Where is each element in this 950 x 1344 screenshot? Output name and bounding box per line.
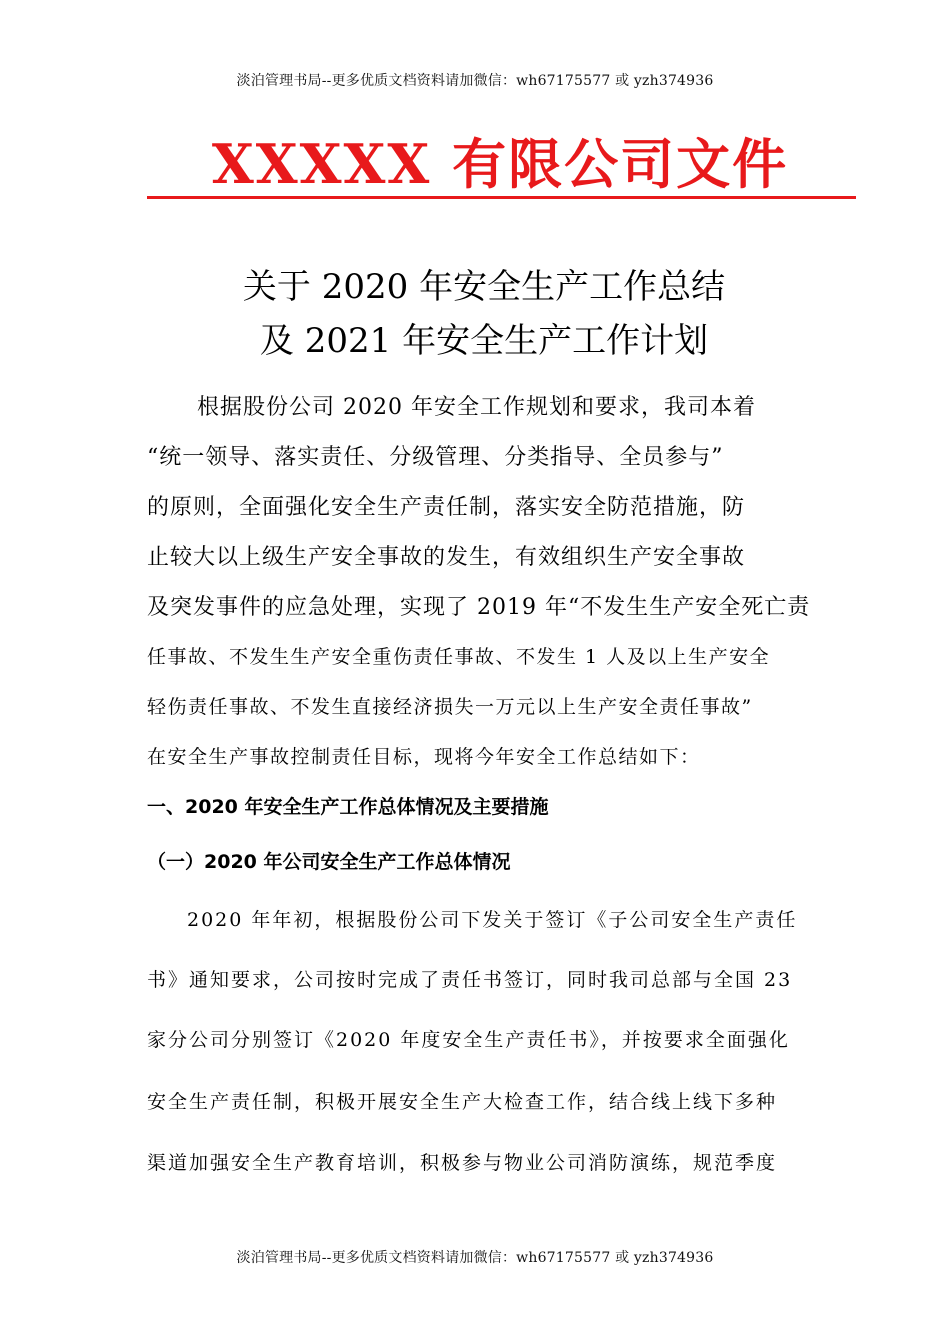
subsection-heading: （一）2020 年公司安全生产工作总体情况 <box>147 851 511 873</box>
section-heading: 一、2020 年安全生产工作总体情况及主要措施 <box>147 796 549 818</box>
letterhead-rule <box>147 196 856 199</box>
intro-line: 止较大以上级生产安全事故的发生，有效组织生产安全事故 <box>147 545 746 570</box>
intro-line: 及突发事件的应急处理，实现了 2019 年“不发生生产安全死亡责 <box>147 595 811 620</box>
document-title-line-2: 及 2021 年安全生产工作计划 <box>259 321 709 361</box>
body-line: 家分公司分别签订《2020 年度安全生产责任书》，并按要求全面强化 <box>147 1029 790 1051</box>
intro-line: 的原则，全面强化安全生产责任制，落实安全防范措施，防 <box>147 495 746 520</box>
intro-line: 根据股份公司 2020 年安全工作规划和要求，我司本着 <box>197 395 756 420</box>
body-line: 渠道加强安全生产教育培训，积极参与物业公司消防演练，规范季度 <box>147 1152 778 1174</box>
intro-line: 任事故、不发生生产安全重伤责任事故、不发生 1 人及以上生产安全 <box>147 646 771 668</box>
intro-line: 在安全生产事故控制责任目标，现将今年安全工作总结如下： <box>147 746 701 768</box>
body-line: 书》通知要求，公司按时完成了责任书签订，同时我司总部与全国 23 <box>147 969 793 991</box>
letterhead-title: XXXXX 有限公司文件 <box>211 132 789 196</box>
document-title-line-1: 关于 2020 年安全生产工作总结 <box>242 267 726 307</box>
intro-line: “统一领导、落实责任、分级管理、分类指导、全员参与” <box>147 445 724 470</box>
intro-line: 轻伤责任事故、不发生直接经济损失一万元以上生产安全责任事故” <box>147 696 753 718</box>
page-footer-note: 淡泊管理书局--更多优质文档资料请加微信：wh67175577 或 yzh374936 <box>236 1250 714 1266</box>
body-line: 2020 年年初，根据股份公司下发关于签订《子公司安全生产责任 <box>187 909 798 931</box>
body-line: 安全生产责任制，积极开展安全生产大检查工作，结合线上线下多种 <box>147 1091 778 1113</box>
page-header-note: 淡泊管理书局--更多优质文档资料请加微信：wh67175577 或 yzh374936 <box>236 73 714 89</box>
